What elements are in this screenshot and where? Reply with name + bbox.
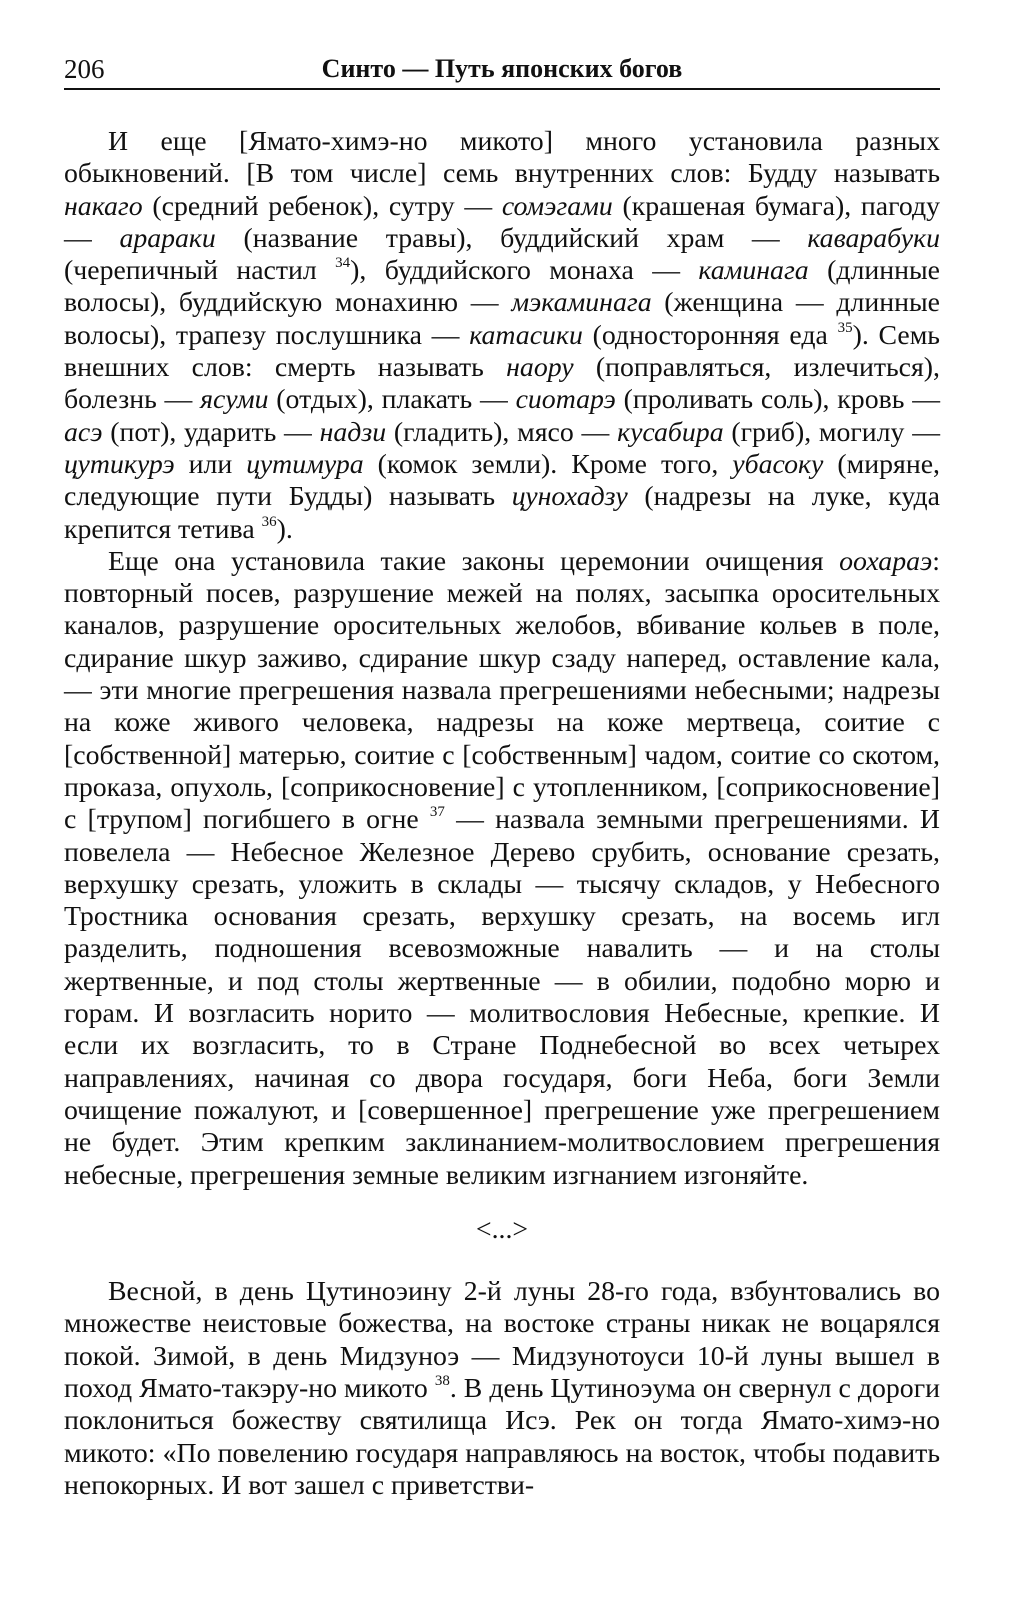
text-run: (черепичный настил [64,255,336,287]
text-run: (длинные волосы), буддийскую монахиню — [64,255,940,319]
footnote-marker: 34 [335,255,351,272]
text-run: (поправляться, излечиться), болезнь — [64,352,940,416]
text-run: Еще она установила такие законы церемонии очищения [108,545,840,577]
footnote-marker: 37 [429,804,445,821]
text-run: (односторонняя еда [582,319,838,351]
page-number: 206 [64,54,105,84]
italic-term: цутимура [246,448,364,480]
running-header [64,48,940,90]
italic-term: ясуми [200,384,269,416]
italic-term: наору [506,352,574,384]
text-run: Весной, в день Цутиноэину 2-й луны 28-го года, взбунтовались во множестве неистовые божества, на востоке страны никак не воцарялся покой. Зимой, в день Мидзуноэ — Мидзунотоуси 10-й луны вышел в поход Ямато-такэру-но микото [64,1276,940,1404]
text-run: (отдых), плакать — [268,384,516,416]
italic-term: надзи [319,416,387,448]
footnote-marker: 38 [434,1372,450,1389]
text-run: (миряне, следующие пути Будды) называть [64,448,940,513]
body-text [64,126,940,1502]
running-title: Синто — Путь японских богов [321,54,683,83]
italic-term: асэ [64,416,103,448]
text-run: (крашеная бумага), пагоду — [64,190,940,254]
italic-term: сомэгами [501,190,613,222]
text-run: ). Семь внешних слов: смерть называть [64,319,940,384]
italic-term: каминага [698,255,809,287]
text-run: (гладить), мясо — [386,416,618,448]
italic-term: цутикурэ [64,448,175,480]
text-run: ), буддийского монаха — [350,255,699,287]
text-run: ). [276,513,293,545]
italic-term: мэкаминага [511,287,652,319]
text-run: . В день Цутиноэума он свернул с дороги поклониться божеству святилища Исэ. Рек он тогда Ямато-химэ-но микото: «По повелению государя направляюсь на восток, чтобы подавить непокорных. И вот зашел с приветстви- [64,1372,940,1501]
text-run: или [174,448,247,480]
text-run: И еще [Ямато-химэ-но микото] много установила разных обыкновений. [В том числе] семь внутренних слов: Будду называть [64,126,940,190]
book-page [64,48,940,1502]
italic-term: убасоку [732,448,824,480]
footnote-marker: 35 [837,319,853,336]
ellipsis-separator: <...> [475,1213,529,1245]
italic-term: оохараэ [839,545,933,577]
italic-term: кусабира [617,416,724,448]
text-run: — назвала земными прегрешениями. И повелела — Небесное Железное Дерево срубить, основание срезать, верхушку срезать, уложить в склады — тысячу складов, у Небесного Тростника основания срезать, верхушку срезать, на восемь игл разделить, подношения всевозможные навалить — и на столы жертвенные, и под столы жертвенные — в обилии, подобно морю и горам. И возгласить норито — молитвословия Небесные, крепкие. И если их возгласить, то в Стране Поднебесной во всех четырех направлениях, начиная со двора государя, боги Неба, боги Земли очищение пожалуют, и [совершенное] прегрешение уже прегрешением не будет. Этим крепким заклинанием-молитвословием прегрешения небесные, прегрешения земные великим изгнанием изгоняйте. [64,804,941,1191]
paragraph [64,126,940,546]
text-run: (пот), ударить — [102,416,320,448]
italic-term: катасики [469,319,583,351]
italic-term: цунохадзу [511,481,628,513]
italic-term: сиотарэ [515,384,616,416]
text-run: (комок земли). Кроме того, [363,448,733,480]
paragraph [64,546,940,1192]
text-run: (женщина — длинные волосы), трапезу послушника — [64,287,940,351]
text-run: (средний ребенок), сутру — [142,190,502,222]
paragraph [64,1276,940,1502]
text-run: (проливать соль), кровь — [615,384,940,416]
italic-term: арараки [119,222,216,254]
text-run: (название травы), буддийский храм — [215,222,808,254]
text-run: (гриб), могилу — [723,416,941,448]
text-run: : повторный посев, разрушение межей на полях, засыпка оросительных каналов, разрушение оросительных желобов, вбивание кольев в поле, сдирание шкур заживо, сдирание шкур сзаду наперед, оставление кала, — эти многие прегрешения назвала прегрешениями небесными; надрезы на коже живого человека, надрезы на коже мертвеца, соитие с [собственной] матерью, соитие с [собственным] чадом, соитие со скотом, проказа, опухоль, [соприкосновение] с утопленником, [соприкосновение] с [трупом] погибшего в огне [64,545,940,836]
italic-term: каварабуки [807,222,940,254]
text-run: (надрезы на луке, куда крепится тетива [64,481,940,545]
footnote-marker: 36 [261,513,277,530]
italic-term: накаго [64,190,143,222]
